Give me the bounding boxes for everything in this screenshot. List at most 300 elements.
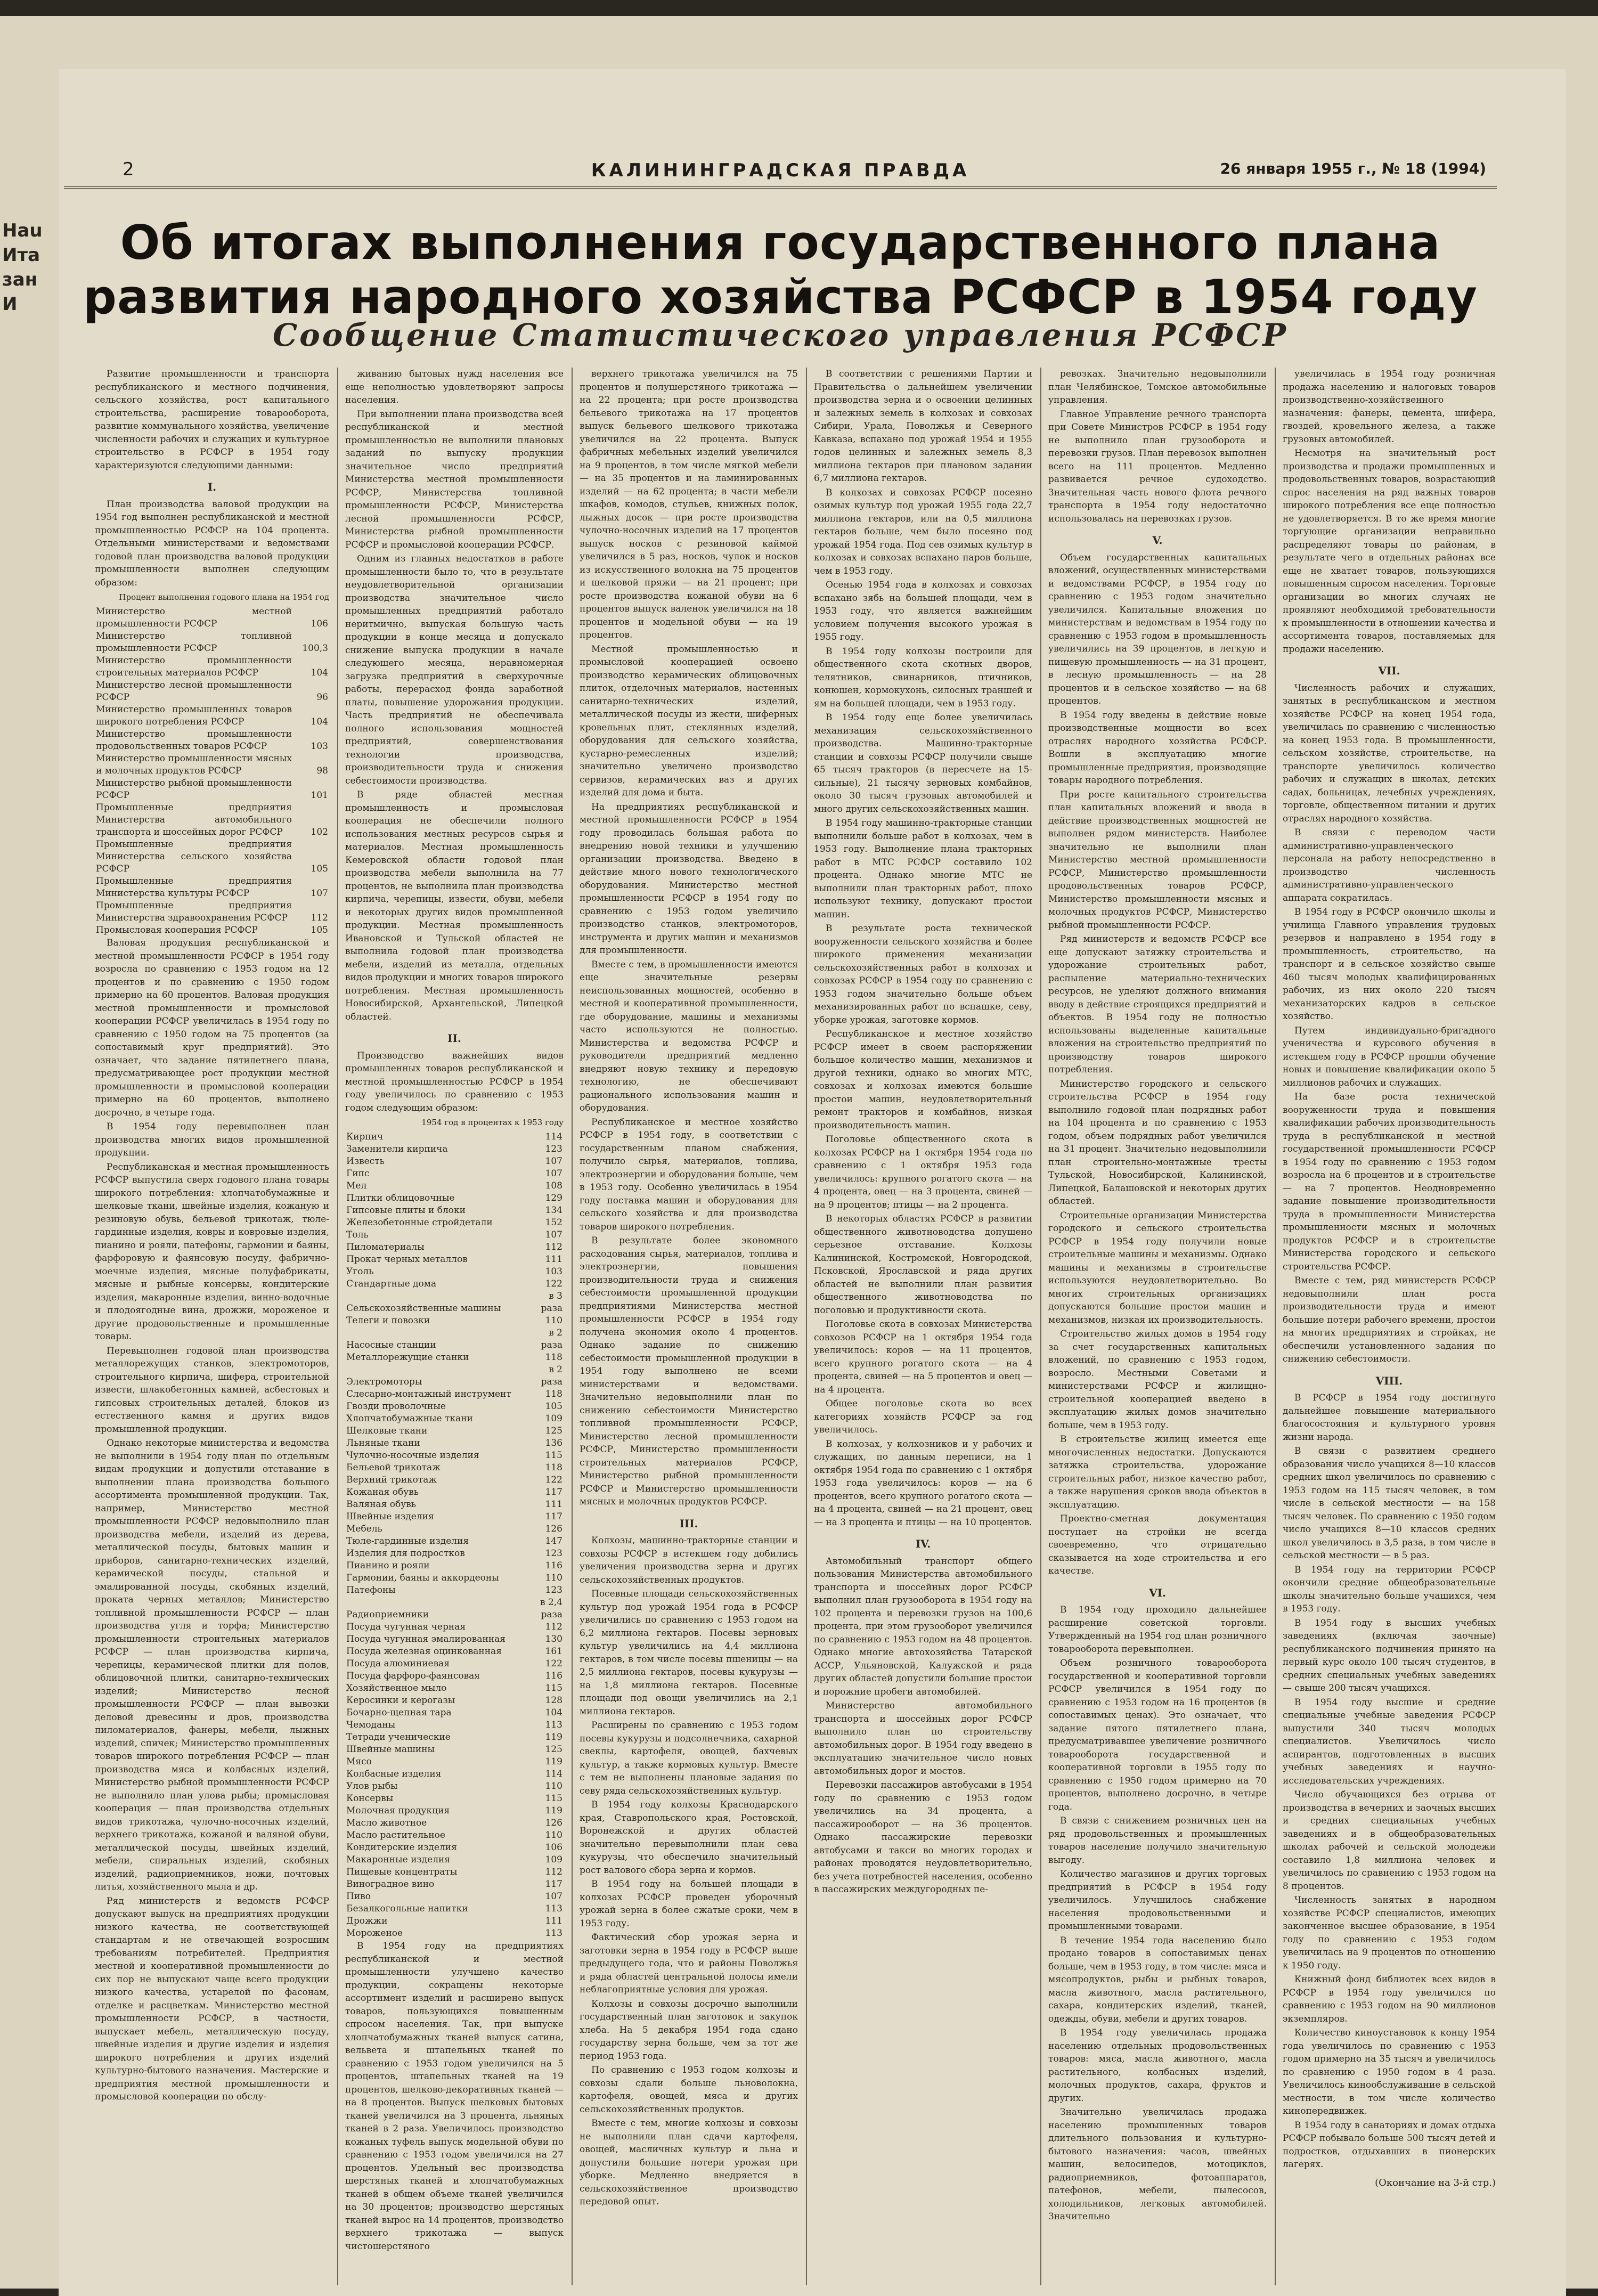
table-cell-label: Колбасные изделия (346, 1769, 442, 1779)
table-cell-label: Толь (346, 1230, 369, 1240)
table-cell-value: 130 (545, 1634, 562, 1644)
paragraph: Перевозки пассажиров автобусами в 1954 году по сравнению с 1953 годом увеличились на 34 процента, а пассажирооборот — на 36 процентов. Однако пассажирские перевозки автобусами и такси во многих городах и районах проводятся неудовлетворительно, без учета потребностей населения, особенно в пассажирских междугородных пе- (814, 1780, 1032, 1895)
table-cell-label: Министерство промышленности продовольственных товаров РСФСР (96, 729, 292, 752)
paragraph: В результате роста технической вооруженности сельского хозяйства и более широкого применения механизации сельскохозяйственных работ в колхозах и совхозах РСФСР в 1954 году по сравнению с 1953 годом значительно больше объем механизированных работ по вспашке, севу, уборке урожая, заготовке кормов. (814, 923, 1032, 1025)
table-cell-label: Телеги и повозки (346, 1315, 430, 1326)
column-6 (1283, 368, 1496, 2291)
table-cell-label: Посуда алюминиевая (346, 1658, 450, 1669)
table-cell-value: 105 (311, 925, 328, 935)
table-row (345, 1768, 564, 1780)
table-cell-value: 112 (545, 1242, 562, 1252)
table-cell-label: Гипсовые плиты и блоки (346, 1205, 466, 1216)
paragraph: Количество киноустановок к концу 1954 года увеличилось по сравнению с 1953 годом примерно на 35 тысяч и увеличилось по сравнению с 1950 годом в 4 раза. Увеличилось кинообслуживание в сельской местности, в том числе количество кинопередвижек. (1283, 2028, 1496, 2116)
table-row (345, 1229, 564, 1241)
table-row (345, 1437, 564, 1450)
table-row (345, 1364, 564, 1388)
table-cell-label: Чемоданы (346, 1720, 396, 1730)
table-cell-label: Верхний трикотаж (346, 1475, 437, 1485)
paragraph: Республиканское и местное хозяйство РСФСР в 1954 году, в соответствии с государственным планом снабжения, получило сырья, материалов, топлива, электроэнергии и оборудования больше, чем в 1953 году. Особенно увеличилась в 1954 году поставка машин и оборудования для сельского хозяйства и для производства товаров широкого потребления. (580, 1117, 798, 1232)
table-cell-value: 105 (545, 1401, 562, 1412)
table-cell-value: 114 (545, 1769, 562, 1779)
table-cell-label: Керосинки и керогазы (346, 1695, 455, 1706)
table-cell-value: 102 (311, 827, 328, 837)
table-cell-label: Плитки облицовочные (346, 1193, 455, 1203)
table-cell-label: Кондитерские изделия (346, 1842, 457, 1853)
paragraph: Местной промышленностью и промысловой кооперацией освоено производство керамических облицовочных плиток, отделочных материалов, настенных санитарно-технических изделий, металлической посуды из жести, шиферных кровельных плит, стеклянных изделий, оборудования для сельского хозяйства, кустарно-ремесленных изделий; значительно увеличено производство сервизов, керамических ваз и других изделий для дома и быта. (580, 644, 798, 798)
table-cell-value: 107 (545, 1891, 562, 1902)
table-cell-label: Министерство промышленных товаров широкого потребления РСФСР (96, 704, 292, 727)
table-cell-value: 126 (545, 1818, 562, 1828)
table-cell-value: 114 (545, 1131, 562, 1142)
table-cell-value: 107 (545, 1156, 562, 1167)
table-row (95, 704, 329, 728)
table-cell-value: в 2,4 раза (540, 1597, 562, 1620)
paragraph: Республиканская и местная промышленность РСФСР выпустила сверх годового плана товары широкого потребления: хлопчатобумажные и шелковые ткани, швейные изделия, кожаную и резиновую обувь, бельевой трикотаж, тюле-гардинные изделия, ковры и ковровые изделия, пианино и рояли, патефоны, гармонии и баяны, фарфоровую и фаянсовую посуду, фабрично-моечные изделия, мясные полуфабрикаты, мясные и рыбные консервы, кондитерские изделия, макаронные изделия, винно-водочные и плодоягодные вина, дрожжи, мороженое и другие продовольственные и промышленные товары. (95, 1161, 329, 1342)
table-cell-label: Валяная обувь (346, 1499, 417, 1510)
table-cell-label: Электромоторы (346, 1377, 422, 1387)
table-cell-label: Хлопчатобумажные ткани (346, 1413, 473, 1424)
table-row (345, 1217, 564, 1229)
paragraph: В строительстве жилищ имеется еще многочисленных недостатки. Допускаются затяжка строительства, удорожание строительных работ, низкое качество работ, а также нарушения сроков ввода объектов в эксплуатацию. (1048, 1434, 1267, 1510)
column-2 (345, 368, 564, 2291)
column-divider (572, 368, 573, 2285)
paragraph: Расширены по сравнению с 1953 годом посевы кукурузы и подсолнечника, сахарной свеклы, картофеля, овощей, бахчевых культур, а также кормовых культур. Вместе с тем не выполнены плановые задания по севу ряда сельскохозяйственных культур. (580, 1720, 798, 1796)
table-row (345, 1401, 564, 1413)
paragraph: Объем государственных капитальных вложений, осуществленных министерствами и ведомствами РСФСР, в 1954 году по сравнению с 1953 годом значительно увеличился. Капитальные вложения по министерствам и ведомствам в 1954 году по сравнению с 1953 годом в промышленность увеличились на 39 процентов, в легкую и пищевую промышленность — на 31 процент, в лесную промышленность — на 28 процентов и в сельское хозяйство — на 68 процентов. (1048, 552, 1267, 706)
table-cell-value: 117 (545, 1487, 562, 1497)
table-cell-value: 122 (545, 1658, 562, 1669)
table-cell-value: 112 (545, 1622, 562, 1632)
table-row (345, 1548, 564, 1560)
table-row (345, 1327, 564, 1351)
table-row (345, 1744, 564, 1756)
table-cell-label: Бельевой трикотаж (346, 1462, 441, 1473)
paragraph: На предприятиях республиканской и местной промышленности РСФСР в 1954 году проводилась большая работа по внедрению новой техники и улучшению организации производства. Введено в действие много нового технологического оборудования. Министерство местной промышленности РСФСР в 1954 году по сравнению с 1953 годом увеличило производство станков, электромоторов, инструмента и других машин и механизмов для промышленности. (580, 801, 798, 956)
table-row (345, 1621, 564, 1633)
table-row (345, 1891, 564, 1903)
table-cell-label: Министерство промышленности строительных материалов РСФСР (96, 655, 292, 678)
table-row (345, 1413, 564, 1425)
page-number: 2 (123, 159, 134, 180)
table-cell-label: Мел (346, 1180, 367, 1191)
table-cell-value: 109 (545, 1413, 562, 1424)
table-cell-label: Пищевые концентраты (346, 1867, 458, 1877)
adjacent-page-edge (0, 218, 59, 2030)
table-row (345, 1584, 564, 1597)
table-row (345, 1878, 564, 1891)
issue-date: 26 января 1955 г., № 18 (1994) (1220, 160, 1486, 177)
table-row (345, 1425, 564, 1437)
paragraph: Численность рабочих и служащих, занятых в республиканском и местном хозяйстве РСФСР на конец 1954 года, увеличилась по сравнению с численностью на конец 1953 года. В промышленности, сельском хозяйстве, строительстве, на транспорте увеличилось количество рабочих и служащих в школах, детских садах, больницах, лечебных учреждениях, торговле, общественном питании и других отраслях народного хозяйства. (1283, 682, 1496, 824)
table-cell-label: Консервы (346, 1793, 394, 1804)
table-row (345, 1143, 564, 1155)
table-cell-value: 100,3 (302, 643, 328, 654)
paragraph: В связи с переводом части административно-управленческого персонала на работу непосредственно в производство численность административно-управленческого аппарата сократилась. (1283, 827, 1496, 903)
paragraph: Строительство жилых домов в 1954 году за счет государственных капитальных вложений, по сравнению с 1953 годом, возросло. Местными Советами и министерствами РСФСР и жилищно-строительной кооперацией введено в эксплуатацию жилых домов значительно больше, чем в 1953 году. (1048, 1329, 1267, 1431)
article-title (75, 216, 1486, 324)
edge-fragment: Hau (2, 220, 43, 241)
table-cell-label: Улов рыбы (346, 1781, 398, 1792)
section-heading: III. (679, 1517, 698, 1530)
table-cell-label: Промысловая кооперация РСФСР (96, 925, 258, 935)
table-row (95, 606, 329, 630)
paragraph: В колхозах и совхозах РСФСР посеяно озимых культур под урожай 1955 года 22,7 миллиона гектаров, или на 0,5 миллиона гектаров больше, чем было посеяно под урожай 1954 года. Под сев озимых культур в колхозах и совхозах вспахано паров больше, чем в 1953 году. (814, 487, 1032, 576)
paragraph: Одним из главных недостатков в работе промышленности было то, что в результате неудовлетворительной организации производства значительное число промышленных предприятий работало неритмично, выпуская большую часть продукции в конце месяца и допускало снижение выпуска продукции в начале следующего месяца, неравномерная загрузка предприятий в сверхурочные работы, перерасход фонда заработной платы, повышение удорожания продукции. Часть предприятий не обеспечивала полного использования мощностей предприятий, совершенствования технологии производства, производительности труда и снижения себестоимости производства. (345, 553, 564, 786)
table-row (95, 802, 329, 838)
section-heading: VII. (1378, 664, 1400, 677)
table-row (95, 679, 329, 704)
table-cell-value: 122 (545, 1475, 562, 1485)
table-row (345, 1278, 564, 1290)
paragraph: верхнего трикотажа увеличился на 75 процентов и полушерстяного трикотажа — на 22 процента; при росте производства бельевого трикотажа на 17 процентов выпуск бельевого шелкового трикотажа увеличился на 22 процента. Выпуск фабричных мебельных изделий увеличился на 9 процентов, в том числе мягкой мебели — на 35 процентов и на ламинированных изделий — на 62 процента; в части мебели шкафов, комодов, стульев, книжных полок, лыжных досок — при росте производства чулочно-носочных изделий на 17 процентов выпуск носков с резиновой каймой увеличился в 5 раз, носков, чулок и носков из искусственного волокна на 75 процентов и шелковой пряжи — на 21 процент; при росте производства кожаной обуви на 6 процентов выпуск валенок увеличился на 18 процентов и модельной обуви — на 19 процентов. (580, 369, 798, 640)
table-cell-value: 111 (545, 1916, 562, 1926)
paragraph: В 1954 году колхозы построили для общественного скота скотных дворов, телятников, свинарников, птичников, конюшен, кормокухонь, силосных траншей и ям на большей площади, чем в 1953 году. (814, 646, 1032, 709)
section-heading: II. (447, 1032, 461, 1045)
paragraph: Министерство городского и сельского строительства РСФСР в 1954 году выполнило годовой план подрядных работ на 104 процента и по сравнению с 1953 годом, объем подрядных работ увеличился на 31 процент. Значительно недовыполнили план строительно-монтажные тресты Тульской, Новосибирской, Калининской, Липецкой, Балашовской и некоторых других областей. (1048, 1078, 1267, 1207)
column-divider (337, 368, 338, 2285)
table-cell-value: 113 (545, 1928, 562, 1939)
table-cell-label: Мясо (346, 1756, 372, 1767)
table-cell-label: Тюле-гардинные изделия (346, 1536, 469, 1546)
table-row (345, 1290, 564, 1315)
paragraph: В 1954 году введены в действие новые производственные мощности во всех отраслях народного хозяйства РСФСР. Вошли в эксплуатацию многие промышленные предприятия, производящие товары народного потребления. (1048, 710, 1267, 786)
table-row (95, 630, 329, 655)
table-row (345, 1670, 564, 1682)
table-cell-value: 125 (545, 1426, 562, 1436)
table-cell-value: 134 (545, 1205, 562, 1216)
table-cell-value: 107 (311, 888, 328, 899)
table-row (95, 753, 329, 777)
paragraph: Ряд министерств и ведомств РСФСР все еще допускают затяжку строительства и удорожание строительных работ, распыление материально-технических ресурсов, не уделяют должного внимания вводу в действие строящихся предприятий и объектов. В 1954 году не полностью использованы выделенные капитальные вложения на строительство предприятий по производству товаров широкого потребления. (1048, 934, 1267, 1075)
table-cell-value: 129 (545, 1193, 562, 1203)
paragraph: В 1954 году на предприятиях республиканской и местной промышленности улучшено качество продукции, сокращены некоторые ассортимент изделий и расширено выпуск товаров, пользующихся повышенным спросом населения. Так, при выпуске хлопчатобумажных тканей выпуск сатина, вельвета и штапельных тканей по сравнению с 1953 годом увеличился на 5 процентов, штапельных тканей на 19 процентов, шелково-декоративных тканей — на 8 процентов. Выпуск шелковых бытовых тканей увеличился на 3 процента, льняных тканей в 2 раза. Увеличилось производство кожаных туфель выпуск модельной обуви по сравнению с 1953 годом увеличился на 27 процентов. Удельный вес производства шерстяных тканей и хлопчатобумажных тканей в общем объеме тканей увеличился на 30 процентов; производство шерстяных тканей вырос на 14 процентов, производство верхнего трикотажа — выпуск чистошерстяного (345, 1941, 564, 2252)
table-cell-value: 119 (545, 1805, 562, 1816)
table-cell-value: 152 (545, 1217, 562, 1228)
paragraph: Вместе с тем, ряд министерств РСФСР недовыполнили план роста производительности труда и имеют большие потери рабочего времени, простои на многих предприятиях и стройках, не обеспечили установленного задания по снижению себестоимости. (1283, 1275, 1496, 1364)
table-cell-label: Бочарно-щепная тара (346, 1707, 452, 1718)
table-row (345, 1450, 564, 1462)
table-row (345, 1486, 564, 1499)
table-cell-value: 115 (545, 1683, 562, 1693)
table-row (345, 1793, 564, 1805)
title-line-1: Об итогах выполнения государственного плана (120, 215, 1441, 270)
section-heading: IV. (915, 1537, 931, 1550)
paragraph: В связи с снижением розничных цен на ряд продовольственных и промышленных товаров население получило значительную выгоду. (1048, 1815, 1267, 1866)
table-cell-value: 110 (545, 1315, 562, 1326)
table-row (345, 1927, 564, 1940)
table-row (345, 1560, 564, 1572)
paragraph: Ряд министерств и ведомств РСФСР допускают выпуск на предприятиях продукции низкого качества, не соответствующей стандартам и не отвечающей возросшим требованиям потребителей. Предприятия местной и кооперативной промышленности до сих пор не выпускают чаще всего продукции низкого качества, устарелой по фасонам, отделке и расцветкам. Министерство местной промышленности РСФСР, в частности, выпускает мебель, металлическую посуду, швейные изделия и другие изделия и изделия широкого потребления и других изделий культурно-бытового назначения. Мастерские и предприятия местной промышленности и промысловой кооперации по обслу- (95, 1895, 329, 2102)
table-row (345, 1817, 564, 1829)
table-header: Процент выполнения годового плана на 1954 год (119, 592, 329, 602)
paragraph: Значительно увеличилась продажа населению промышленных товаров длительного пользования и культурно-бытового назначения: часов, швейных машин, велосипедов, мотоциклов, радиоприемников, фотоаппаратов, патефонов, мебели, пылесосов, холодильников, легковых автомобилей. Значительно (1048, 2107, 1267, 2222)
table-cell-label: Масло растительное (346, 1830, 445, 1841)
table-row (345, 1866, 564, 1878)
section-heading: VIII. (1375, 1374, 1403, 1387)
table-row (345, 1204, 564, 1217)
table-row (345, 1266, 564, 1278)
table-cell-label: Безалкогольные напитки (346, 1903, 468, 1914)
paragraph: увеличилась в 1954 году розничная продажа населению и налоговых товаров производственно-хозяйственного назначения: фанеры, цемента, шифера, гвоздей, кровельного железа, а также грузовых автомобилей. (1283, 369, 1496, 445)
table-cell-value: 109 (545, 1854, 562, 1865)
paragraph: В некоторых областях РСФСР в развитии общественного животноводства допущено серьезное отставание. Колхозы Калининской, Костромской, Новгородской, Псковской, Ярославской и ряда других областей не выполнили план развития общественного животноводства по поголовью и продуктивности скота. (814, 1214, 1032, 1316)
table-cell-label: Патефоны (346, 1585, 396, 1595)
table-cell-value: 136 (545, 1438, 562, 1448)
paragraph: План производства валовой продукции на 1954 год выполнен республиканской и местной промышленностью РСФСР на 104 процента. Отдельными министерствами и ведомствами годовой план производства валовой продукции промышленности выполнен следующим образом: (95, 499, 329, 588)
table-row (345, 1658, 564, 1670)
paragraph: В 1954 году в высших учебных заведениях (включая заочные) республиканского подчинения принято на первый курс около 100 тысяч студентов, в средних специальных учебных заведениях — свыше 200 тысяч учащихся. (1283, 1617, 1496, 1693)
table-cell-value: 119 (545, 1732, 562, 1743)
table-row (345, 1731, 564, 1744)
column-divider (1275, 368, 1276, 2285)
paragraph: Путем индивидуально-бригадного ученичества и курсового обучения в истекшем году в РСФСР прошли обучение новых и повышение квалификации около 5 миллионов рабочих и служащих. (1283, 1025, 1496, 1088)
paragraph: Несмотря на значительный рост производства и продажи промышленных и продовольственных товаров, возрастающий спрос населения на ряд важных товаров широкого потребления все еще полностью не удовлетворяется. В то же время многие торгующие организации неправильно распределяют товары по районам, в результате чего в отдельных районах все еще не хватает товаров, пользующихся повышенным спросом населения. Торговые организации во многих случаях не проявляют необходимой требовательности к промышленности в отношении качества и ассортимента товаров, поставляемых для продажи населению. (1283, 448, 1496, 655)
table-cell-label: Министерство рыбной промышленности РСФСР (96, 778, 292, 801)
table-row (95, 777, 329, 802)
paragraph: Производство важнейших видов промышленных товаров республиканской и местной промышленностью РСФСР в 1954 году увеличилось по сравнению с 1953 годом следующим образом: (345, 1050, 564, 1113)
table-row (345, 1915, 564, 1927)
table-row (345, 1682, 564, 1695)
title-line-2: развития народного хозяйства РСФСР в 1954 году (83, 270, 1478, 324)
column-5 (1048, 368, 1267, 2291)
table-row (345, 1511, 564, 1523)
table-row (345, 1646, 564, 1658)
table-cell-label: Радиоприемники (346, 1609, 429, 1620)
table-cell-value: 110 (545, 1830, 562, 1841)
table-row (95, 728, 329, 753)
table-cell-value: 113 (545, 1720, 562, 1730)
table-cell-value: 116 (545, 1671, 562, 1681)
column-divider (806, 368, 807, 2285)
table-cell-value: 117 (545, 1511, 562, 1522)
section-heading: VI. (1149, 1586, 1166, 1599)
table-cell-value: 107 (545, 1168, 562, 1179)
edge-fragment: зан (2, 269, 38, 290)
paragraph: В колхозах, у колхозников и у рабочих и служащих, по данным переписи, на 1 октября 1954 года по сравнению с 1 октября 1953 года увеличилось: коров — на 6 процентов, всего крупного рогатого скота — на 4 процента, свиней — на 21 процент, овец — на 3 процента и птицы — на 10 процентов. (814, 1438, 1032, 1528)
table-cell-label: Масло животное (346, 1818, 427, 1828)
table-cell-value: 147 (545, 1536, 562, 1546)
paragraph: В 1954 году высшие и средние специальные учебные заведения РСФСР выпустили 340 тысяч молодых специалистов. Увеличилось число аспирантов, подготовленных в высших учебных заведениях и научно-исследовательских учреждениях. (1283, 1697, 1496, 1786)
table-row (345, 1192, 564, 1204)
table-cell-value: 118 (545, 1389, 562, 1399)
table-cell-label: Слесарно-монтажный инструмент (346, 1389, 511, 1399)
table-row (345, 1756, 564, 1768)
table-cell-label: Министерство топливной промышленности РСФСР (96, 631, 292, 654)
paragraph: В течение 1954 года населению было продано товаров в сопоставимых ценах больше, чем в 1953 году, в том числе: мяса и мясопродуктов, рыбы и рыбных товаров, масла животного, масла растительного, сахара, кондитерских изделий, тканей, одежды, обуви, мебели и других товаров. (1048, 1935, 1267, 2024)
table-cell-value: 115 (545, 1450, 562, 1461)
table-cell-value: в 2 раза (541, 1364, 562, 1387)
paragraph: В 1954 году проходило дальнейшее расширение советской торговли. Утвержденный на 1954 год план розничного товарооборота перевыполнен. (1048, 1605, 1267, 1655)
table-cell-label: Металлорежущие станки (346, 1352, 469, 1363)
table-cell-value: 106 (311, 618, 328, 629)
table-cell-value: 113 (545, 1903, 562, 1914)
table-row (345, 1241, 564, 1253)
production-growth-table (345, 1131, 564, 1940)
paragraph: В связи с развитием среднего образования число учащихся 8—10 классов средних школ увеличилось по сравнению с 1953 годом на 115 тысяч человек, в том числе в сельской местности — на 158 тысяч человек. По сравнению с 1950 годом число учащихся 8—10 классов средних школ увеличилось в 3,5 раза, в том числе в сельской местности — в 5 раз. (1283, 1446, 1496, 1561)
table-row (345, 1253, 564, 1266)
paragraph: Поголовье общественного скота в колхозах РСФСР на 1 октября 1954 года по сравнению с 1 октября 1953 года увеличилось: крупного рогатого скота — на 4 процента, овец — на 3 процента, свиней — на 9 процентов; птицы — на 2 процента. (814, 1134, 1032, 1210)
table-cell-label: Молочная продукция (346, 1805, 450, 1816)
paragraph: В 1954 году на большей площади в колхозах РСФСР проведен уборочный урожай зерна в более сжатые сроки, чем в 1953 году. (580, 1879, 798, 1929)
table-cell-value: 112 (311, 913, 328, 923)
table-row (345, 1829, 564, 1842)
continuation-note: (Окончание на 3-й стр.) (1375, 2177, 1496, 2188)
table-row (345, 1474, 564, 1486)
table-cell-label: Сельскохозяйственные машины (346, 1303, 501, 1314)
paragraph: В 1954 году в санаториях и домах отдыха РСФСР побывало больше 500 тысяч детей и подростков, отдыхавших в пионерских лагерях. (1283, 2120, 1496, 2170)
table-cell-label: Гипс (346, 1168, 370, 1179)
paragraph: Общее поголовье скота во всех категориях хозяйств РСФСР за год увеличилось. (814, 1398, 1032, 1435)
table-cell-value: 108 (545, 1180, 562, 1191)
table-row (345, 1388, 564, 1401)
table-row (345, 1854, 564, 1866)
paragraph: Колхозы и совхозы досрочно выполнили государственный план заготовок и закупок хлеба. На 5 декабря 1954 года сдано государству зерна больше, чем за тот же период 1953 года. (580, 1998, 798, 2062)
paragraph: В 1954 году еще более увеличилась механизация сельскохозяйственного производства. Машинно-тракторные станции и совхозы РСФСР получили свыше 65 тысяч тракторов (в пересчете на 15-сильные), 21 тысячу зерновых комбайнов, около 30 тысяч грузовых автомобилей и много других сельскохозяйственных машин. (814, 712, 1032, 815)
table-cell-label: Пиломатериалы (346, 1242, 425, 1252)
paragraph: Однако некоторые министерства и ведомства не выполнили в 1954 году план по отдельным видам продукции и допустили отставание в выполнении плана производства большого ассортимента промышленной продукции. Так, например, Министерство местной промышленности РСФСР недовыполнило план производства мебели, изделий из дерева, металлической посуды, бытовых машин и приборов, санитарно-технических изделий, керамической посуды, стальной и эмалированной посуды, скобяных изделий, проката черных металлов; Министерство топливной промышленности РСФСР — план производства угля и торфа; Министерство промышленности строительных материалов РСФСР — план производства кирпича, черепицы, керамической плитки для полов, облицовочной плитки, санитарно-технических изделий; Министерство лесной промышленности РСФСР — план вывозки деловой древесины и дров, производства пиломатериалов, фанеры, мебели, лыжных изделий, спичек; Министерство промышленных товаров широкого потребления РСФСР — план производства мяса и колбасных изделий, Министерство рыбной промышленности РСФСР не выполнило план улова рыбы; промысловая кооперация — план производства отдельных видов трикотажа, чулочно-носочных изделий, верхнего трикотажа, кожаной и валяной обуви, металлической посуды, швейных изделий, мебели, спиральных изделий, скобяных изделий, радиоприемников, ножи, почтовых литья, хозяйственного мыла и др. (95, 1438, 329, 1892)
table-cell-value: 110 (545, 1573, 562, 1583)
table-cell-value: 115 (545, 1793, 562, 1804)
table-cell-label: Гвозди проволочные (346, 1401, 446, 1412)
table-row (345, 1315, 564, 1327)
table-header: 1954 год в процентах к 1953 году (421, 1118, 564, 1127)
article-subtitle: Сообщение Статистического управления РСФСР (272, 317, 1289, 353)
column-4 (814, 368, 1032, 2291)
table-cell-label: Промышленные предприятия Министерства автомобильного транспорта и шоссейных дорог РСФСР (96, 802, 292, 837)
table-cell-value: 105 (311, 864, 328, 874)
table-row (345, 1597, 564, 1621)
table-row (95, 924, 329, 937)
paragraph: В результате более экономного расходования сырья, материалов, топлива и электроэнергии, повышения производительности труда и снижения себестоимости промышленной продукции предприятиями Министерства местной промышленности РСФСР в 1954 году получена экономия около 4 процентов. Однако задание по снижению себестоимости промышленной продукции в 1954 году выполнено не всеми министерствами и ведомствами. Значительно недовыполнили план по снижению себестоимости Министерство топливной промышленности РСФСР, Министерство лесной промышленности РСФСР, Министерство промышленности строительных материалов РСФСР, Министерство рыбной промышленности РСФСР и Министерство промышленности мясных и молочных продуктов РСФСР. (580, 1235, 798, 1507)
table-cell-value: 118 (545, 1352, 562, 1363)
table-row (345, 1462, 564, 1474)
table-row (345, 1155, 564, 1168)
table-cell-value: 123 (545, 1585, 562, 1595)
table-cell-label: Гармонии, баяны и аккордеоны (346, 1573, 499, 1583)
table-cell-value: 98 (316, 766, 328, 776)
table-cell-value: 111 (545, 1499, 562, 1510)
section-heading: V. (1152, 534, 1163, 547)
masthead (64, 154, 1497, 189)
table-cell-value: 116 (545, 1560, 562, 1571)
table-cell-value: 103 (311, 741, 328, 752)
paragraph: По сравнению с 1953 годом колхозы и совхозы сдали больше льноволокна, картофеля, овощей, мяса и других сельскохозяйственных продуктов. (580, 2065, 798, 2115)
table-cell-value: в 2 раза (541, 1328, 562, 1350)
table-cell-value: 128 (545, 1695, 562, 1706)
table-cell-value: 103 (545, 1266, 562, 1277)
table-row (345, 1695, 564, 1707)
table-cell-value: 112 (545, 1867, 562, 1877)
column-3 (580, 368, 798, 2291)
table-cell-label: Льняные ткани (346, 1438, 420, 1448)
table-row (345, 1633, 564, 1646)
column-1 (95, 368, 329, 2291)
table-cell-label: Дрожжи (346, 1916, 388, 1926)
table-cell-label: Посуда чугунная эмалированная (346, 1634, 506, 1644)
newspaper-sheet (0, 16, 1598, 2289)
table-cell-label: Мебель (346, 1524, 382, 1534)
table-row (345, 1168, 564, 1180)
table-cell-label: Стандартные дома (346, 1279, 437, 1289)
table-cell-label: Швейные изделия (346, 1511, 434, 1522)
table-row (95, 900, 329, 924)
table-cell-label: Министерство лесной промышленности РСФСР (96, 680, 292, 703)
paragraph: Проектно-сметная документация поступает на стройки не всегда своевременно, что отрицательно сказывается на ходе строительства и его качестве. (1048, 1513, 1267, 1576)
paragraph: В 1954 году увеличилась продажа населению отдельных продовольственных товаров: мяса, масла животного, масла растительного, колбасных изделий, молочных продуктов, сахара, фруктов и других. (1048, 2028, 1267, 2104)
table-cell-label: Заменители кирпича (346, 1144, 448, 1154)
paragraph: В 1954 году на территории РСФСР окончили средние общеобразовательные школы значительно больше учащихся, чем в 1953 году. (1283, 1564, 1496, 1614)
table-cell-label: Тетради ученические (346, 1732, 451, 1743)
table-cell-value: 96 (316, 692, 328, 703)
paragraph: В 1954 году в РСФСР окончило школы и училища Главного управления трудовых резервов и направлено в 1954 году в промышленность, строительство, на транспорт и в сельское хозяйство свыше 460 тысяч молодых квалифицированных рабочих, из них около 220 тысяч механизаторских кадров в сельское хозяйство. (1283, 907, 1496, 1022)
table-cell-label: Кирпич (346, 1131, 384, 1142)
paragraph: Книжный фонд библиотек всех видов в РСФСР в 1954 году увеличился по сравнению с 1953 годом на 90 миллионов экземпляров. (1283, 1974, 1496, 2024)
paragraph: В 1954 году машинно-тракторные станции выполнили больше работ в колхозах, чем в 1953 году. Выполнение плана тракторных работ в МТС РСФСР составило 102 процента. Однако многие МТС не выполнили план тракторных работ, плохо используют технику, допускают простои машин. (814, 818, 1032, 920)
table-cell-label: Швейные машины (346, 1744, 435, 1755)
paragraph: При выполнении плана производства всей республиканской и местной промышленностью не выполнили плановых заданий по выпуску продукции значительное число предприятий Министерства местной промышленности РСФСР, Министерства топливной промышленности РСФСР, Министерства лесной промышленности РСФСР, Министерства рыбной промышленности РСФСР и промысловой кооперации РСФСР. (345, 409, 564, 550)
paragraph: Вместе с тем, в промышленности имеются еще значительные резервы неиспользованных мощностей, особенно в местной и кооперативной промышленности, где оборудование, машины и механизмы часто используются не полностью. Министерства и ведомства РСФСР и руководители предприятий медленно внедряют новую технику и передовую технологию, не обеспечивают рационального использования машин и оборудования. (580, 959, 798, 1113)
table-cell-value: 123 (545, 1144, 562, 1154)
table-cell-label: Промышленные предприятия Министерства сельского хозяйства РСФСР (96, 839, 292, 874)
table-cell-value: 125 (545, 1744, 562, 1755)
plan-fulfillment-table (95, 606, 329, 937)
table-cell-label: Посуда фарфоро-фаянсовая (346, 1671, 480, 1681)
table-cell-label: Посуда чугунная черная (346, 1622, 466, 1632)
table-cell-label: Уголь (346, 1266, 374, 1277)
table-cell-value: 119 (545, 1756, 562, 1767)
table-row (345, 1351, 564, 1364)
table-cell-label: Кожаная обувь (346, 1487, 419, 1497)
table-cell-label: Макаронные изделия (346, 1854, 451, 1865)
paragraph: В 1954 году перевыполнен план производства многих видов промышленной продукции. (95, 1121, 329, 1158)
table-row (345, 1535, 564, 1548)
table-cell-value: 104 (311, 717, 328, 727)
table-cell-label: Виноградное вино (346, 1879, 435, 1890)
table-row (345, 1707, 564, 1719)
table-cell-label: Шелковые ткани (346, 1426, 428, 1436)
paragraph: живанию бытовых нужд населения все еще неполностью удовлетворяют запросы населения. (345, 369, 564, 405)
table-cell-label: Посуда железная оцинкованная (346, 1646, 502, 1657)
newspaper-name: КАЛИНИНГРАДСКАЯ ПРАВДА (591, 160, 970, 181)
table-cell-label: Промышленные предприятия Министерства культуры РСФСР (96, 876, 292, 899)
table-row (345, 1499, 564, 1511)
table-row (345, 1131, 564, 1143)
table-cell-value: 110 (545, 1781, 562, 1792)
paragraph: На базе роста технической вооруженности труда и повышения квалификации рабочих производительность труда в республиканской и местной государственной промышленности РСФСР в 1954 году по сравнению с 1953 годом возросла на 6 процентов и в строительстве — на 7 процентов. Неодновременно задание повышение производительности труда в промышленности Министерства промышленности мясных и молочных продуктов РСФСР и в строительстве Министерства городского и сельского строительства РСФСР. (1283, 1092, 1496, 1272)
paragraph: Республиканское и местное хозяйство РСФСР имеет в своем распоряжении большое количество машин, механизмов и другой техники, однако во многих МТС, совхозах и колхозах имеются большие простои машин, неудовлетворительный ремонт тракторов и комбайнов, низкая производительность машин. (814, 1029, 1032, 1131)
table-cell-label: Изделия для подростков (346, 1548, 465, 1559)
table-cell-value: 106 (545, 1842, 562, 1853)
table-cell-value: 126 (545, 1524, 562, 1534)
paragraph: Посевные площади сельскохозяйственных культур под урожай 1954 года в РСФСР увеличились по сравнению с 1953 годом на 6,2 миллиона гектаров. Посевы зерновых культур увеличились на 4,4 миллиона гектаров, в том числе посевы пшеницы — на 2,5 миллиона гектаров, посевы кукурузы — на 1,8 миллиона гектаров. Посевные площади под овощи увеличились на 2,1 миллиона гектаров. (580, 1589, 798, 1717)
paragraph: Осенью 1954 года в колхозах и совхозах вспахано зябь на большей площади, чем в 1953 году, что является важнейшим условием получения высокого урожая в 1955 году. (814, 580, 1032, 642)
edge-fragment: Ита (2, 245, 40, 266)
paragraph: Вместе с тем, многие колхозы и совхозы не выполнили план сдачи картофеля, овощей, масличных культур и льна и допустили большие потери урожая при уборке. Медленно внедряется в сельскохозяйственное производство передовой опыт. (580, 2118, 798, 2207)
intro-paragraph: Развитие промышленности и транспорта республиканского и местного подчинения, сельского хозяйства, рост капитального строительства, расширение товарооборота, развитие коммунального хозяйства, увеличение численности рабочих и служащих и культурное строительство в РСФСР в 1954 году характеризуются следующими данными: (95, 369, 329, 471)
table-cell-value: 107 (545, 1230, 562, 1240)
table-cell-label: Насосные станции (346, 1340, 436, 1350)
table-cell-value: 101 (311, 790, 328, 801)
table-cell-value: 117 (545, 1879, 562, 1890)
paragraph: Строительные организации Министерства городского и сельского строительства РСФСР в 1954 году получили новые строительные машины и механизмы. Однако машины и механизмы в строительстве используются неудовлетворительно. Во многих строительных организациях допускаются большие простои машин и механизмов, низкая их производительность. (1048, 1210, 1267, 1325)
paragraph: Численность занятых в народном хозяйстве РСФСР специалистов, имеющих законченное высшее образование, в 1954 году по сравнению с 1953 годом увеличилась на 9 процентов по отношению к 1950 году. (1283, 1895, 1496, 1971)
column-divider (1040, 368, 1041, 2285)
paragraph: Фактический сбор урожая зерна и заготовки зерна в 1954 году в РСФСР выше предыдущего года, что и районы Поволжья и ряда областей центральной полосы имели неблагоприятные условия для урожая. (580, 1932, 798, 1995)
paragraph: Главное Управление речного транспорта при Совете Министров РСФСР в 1954 году не выполнило план грузооборота и перевозки грузов. План перевозок выполнен всего на 111 процентов. Медленно развивается речное судоходство. Значительная часть нового флота речного транспорта в 1954 году недостаточно использовалась на перевозках грузов. (1048, 409, 1267, 524)
table-row (345, 1805, 564, 1817)
table-cell-label: Министерство местной промышленности РСФСР (96, 606, 292, 629)
paragraph: В 1954 году колхозы Краснодарского края, Ставропольского края, Ростовской, Воронежской и других областей значительно перевыполнили план сева кукурузы, что обеспечило значительный рост валового сбора зерна и кормов. (580, 1800, 798, 1876)
